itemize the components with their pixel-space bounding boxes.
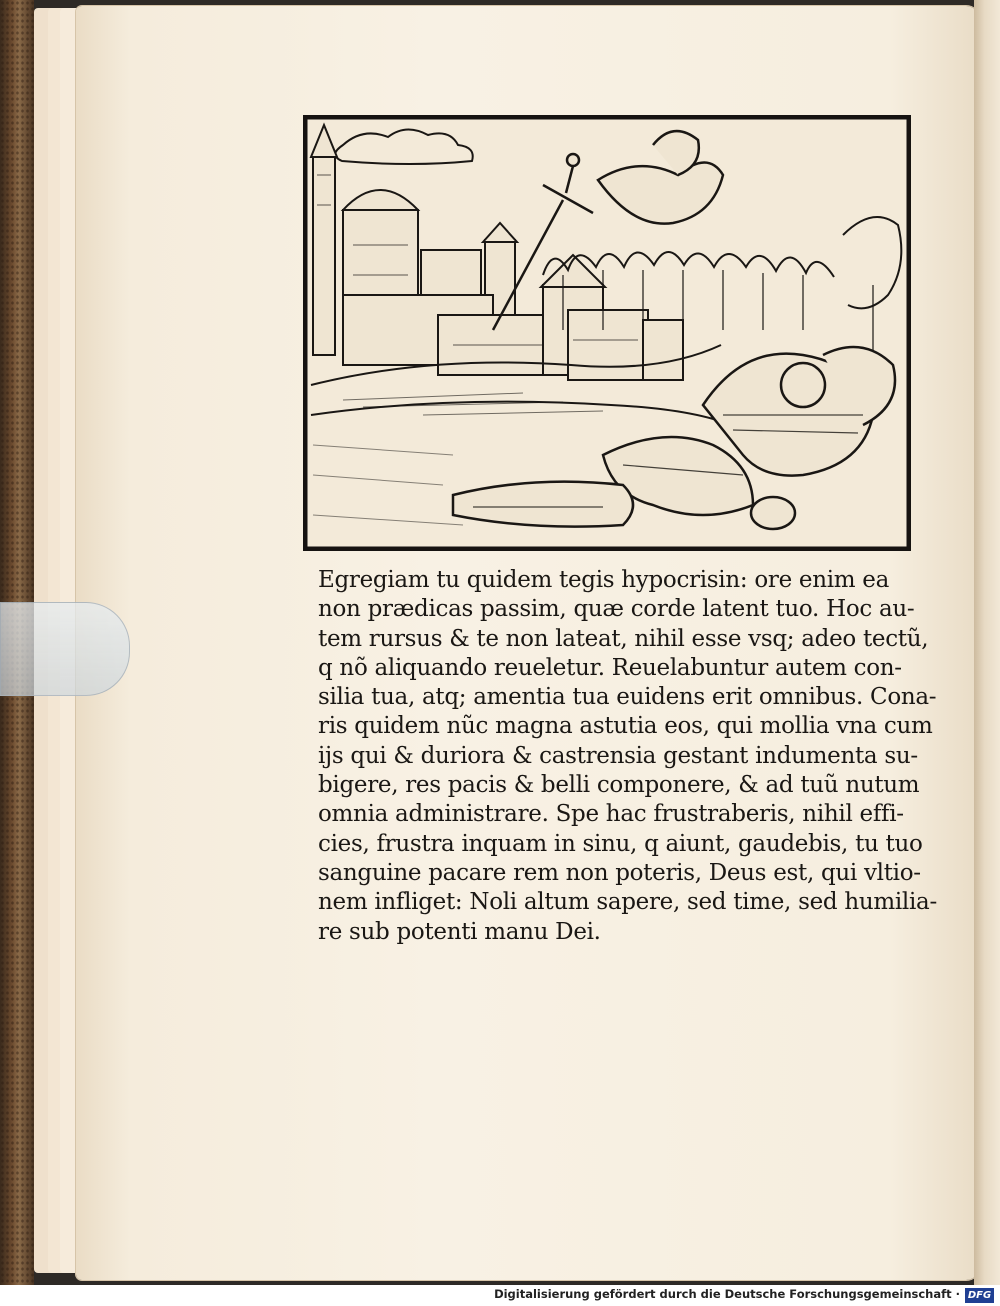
text-line: silia tua, atq; amentia tua euidens erit omnibus. Cona-: [318, 684, 937, 711]
text-line: cies, frustra inquam in sinu, q aiunt, gaudebis, tu tuo: [318, 830, 923, 857]
bookmark-clip: [0, 602, 130, 696]
text-line: ris quidem nũc magna astutia eos, qui mollia vna cum: [318, 713, 933, 740]
text-line: nem infliget: Noli altum sapere, sed time, sed humilia-: [318, 889, 937, 916]
text-line: Egregiam tu quidem tegis hypocrisin: ore enim ea: [318, 567, 890, 593]
latin-text-block: [318, 566, 937, 947]
text-line: omnia administrare. Spe hac frustraberis, nihil effi-: [318, 801, 904, 828]
facing-page-edge: [974, 0, 1000, 1285]
text-line: bigere, res pacis & belli componere, & ad tuũ nutum: [318, 772, 920, 799]
dfg-logo: DFG: [965, 1288, 994, 1303]
text-line: re sub potenti manu Dei.: [318, 918, 601, 945]
text-line: q nõ aliquando reueletur. Reuelabuntur autem con-: [318, 654, 902, 681]
woodcut-illustration: [303, 115, 911, 551]
text-line: tem rursus & te non lateat, nihil esse vsq; adeo tectũ,: [318, 625, 929, 652]
text-line: sanguine pacare rem non poteris, Deus est, qui vltio-: [318, 859, 921, 886]
text-line: non prædicas passim, quæ corde latent tuo. Hoc au-: [318, 596, 915, 623]
digitization-footer: [0, 1285, 1000, 1306]
funding-credit: Digitalisierung gefördert durch die Deutsche Forschungsgemeinschaft ·: [494, 1287, 960, 1301]
text-line: ijs qui & duriora & castrensia gestant indumenta su-: [318, 742, 918, 769]
